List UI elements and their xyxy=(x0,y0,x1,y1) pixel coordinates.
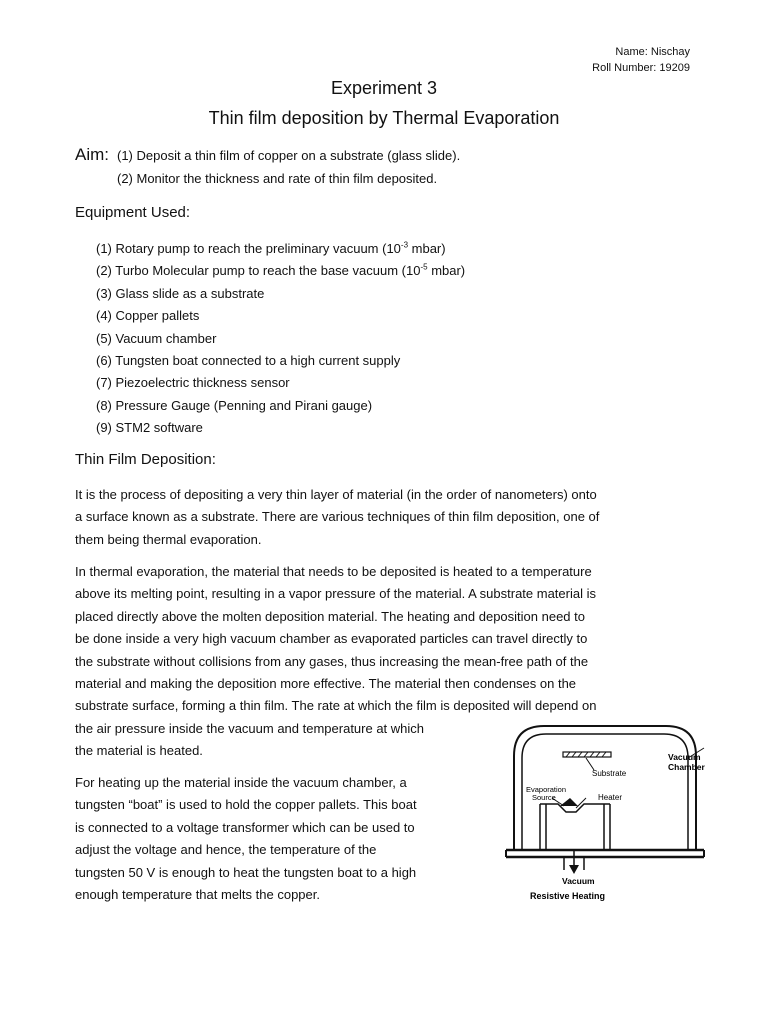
paragraph-line: a surface known as a substrate. There are various techniques of thin film deposition, one of xyxy=(75,509,600,525)
paragraph-line: tungsten “boat” is used to hold the copper pallets. This boat xyxy=(75,797,417,813)
experiment-number: Experiment 3 xyxy=(330,78,438,98)
equipment-item: (3) Glass slide as a substrate xyxy=(96,285,265,301)
paragraph-line: above its melting point, resulting in a vapor pressure of the material. A substrate material is xyxy=(75,586,596,602)
diagram-caption: Resistive Heating xyxy=(530,891,606,901)
paragraph-line: material and making the deposition more effective. The material then condenses on the xyxy=(75,676,577,692)
deposition-paragraph-3 xyxy=(75,772,417,906)
equipment-item: (2) Turbo Molecular pump to reach the base vacuum ($10^{-5}$ mbar) xyxy=(96,263,466,279)
paragraph-line: the air pressure inside the vacuum and temperature at which xyxy=(75,720,425,736)
aim-label: Aim: xyxy=(75,145,109,164)
paragraph-line: the substrate without collisions from any gases, thus increasing the mean-free path of the xyxy=(75,653,589,669)
evaporation-source-label: Evaporation xyxy=(526,785,567,794)
deposition-paragraph-1 xyxy=(75,484,599,551)
paragraph-line: placed directly above the molten deposition material. The heating and deposition need to xyxy=(75,608,585,624)
vacuum-label: Vacuum xyxy=(562,876,595,886)
paragraph-line: adjust the voltage and hence, the temperature of the xyxy=(75,842,377,858)
resistive-heating-diagram xyxy=(500,718,712,908)
equipment-item: (4) Copper pallets xyxy=(96,308,200,324)
experiment-title: Thin film deposition by Thermal Evaporation xyxy=(208,108,560,128)
equipment-item: (7) Piezoelectric thickness sensor xyxy=(96,375,290,391)
equipment-item: (1) Rotary pump to reach the preliminary vacuum ($10^{-3}$ mbar) xyxy=(96,240,446,256)
vacuum-chamber-label: Chamber xyxy=(668,762,705,772)
paragraph-line: It is the process of depositing a very thin layer of material (in the order of nanometers) onto xyxy=(75,487,597,502)
paragraph-line: the material is heated. xyxy=(75,743,203,759)
author-name: Name: Nischay xyxy=(615,46,690,58)
equipment-item: (6) Tungsten boat connected to a high current supply xyxy=(96,353,401,369)
aim-item: (2) Monitor the thickness and rate of thin film deposited. xyxy=(117,171,438,186)
aim-item: (1) Deposit a thin film of copper on a substrate (glass slide). xyxy=(117,148,461,163)
paragraph-line: For heating up the material inside the vacuum chamber, a xyxy=(75,775,407,790)
paragraph-line: substrate surface, forming a thin film. The rate at which the film is deposited will depend on xyxy=(75,698,597,714)
equipment-list xyxy=(96,238,465,440)
equipment-item: (5) Vacuum chamber xyxy=(96,330,217,346)
heater-label: Heater xyxy=(598,793,623,802)
paragraph-line: be done inside a very high vacuum chamber as evaporated particles can travel directly to xyxy=(75,631,588,647)
paragraph-line: tungsten 50 V is enough to heat the tungsten boat to a high xyxy=(75,864,417,880)
roll-number: Roll Number: 19209 xyxy=(592,62,690,74)
substrate-label: Substrate xyxy=(592,769,627,778)
paragraph-line: is connected to a voltage transformer which can be used to xyxy=(75,819,415,835)
paragraph-line: enough temperature that melts the copper. xyxy=(75,887,320,903)
deposition-heading: Thin Film Deposition: xyxy=(75,451,216,468)
vacuum-chamber-label: Vacuum xyxy=(668,752,701,762)
paragraph-line: In thermal evaporation, the material that needs to be deposited is heated to a temperature xyxy=(75,564,592,579)
equipment-item: (8) Pressure Gauge (Penning and Pirani gauge) xyxy=(96,397,373,413)
author-info xyxy=(592,44,690,76)
equipment-item: (9) STM2 software xyxy=(96,420,203,436)
evaporation-source-label: Source xyxy=(532,793,556,802)
equipment-heading: Equipment Used: xyxy=(75,204,191,221)
paragraph-line: them being thermal evaporation. xyxy=(75,531,262,547)
